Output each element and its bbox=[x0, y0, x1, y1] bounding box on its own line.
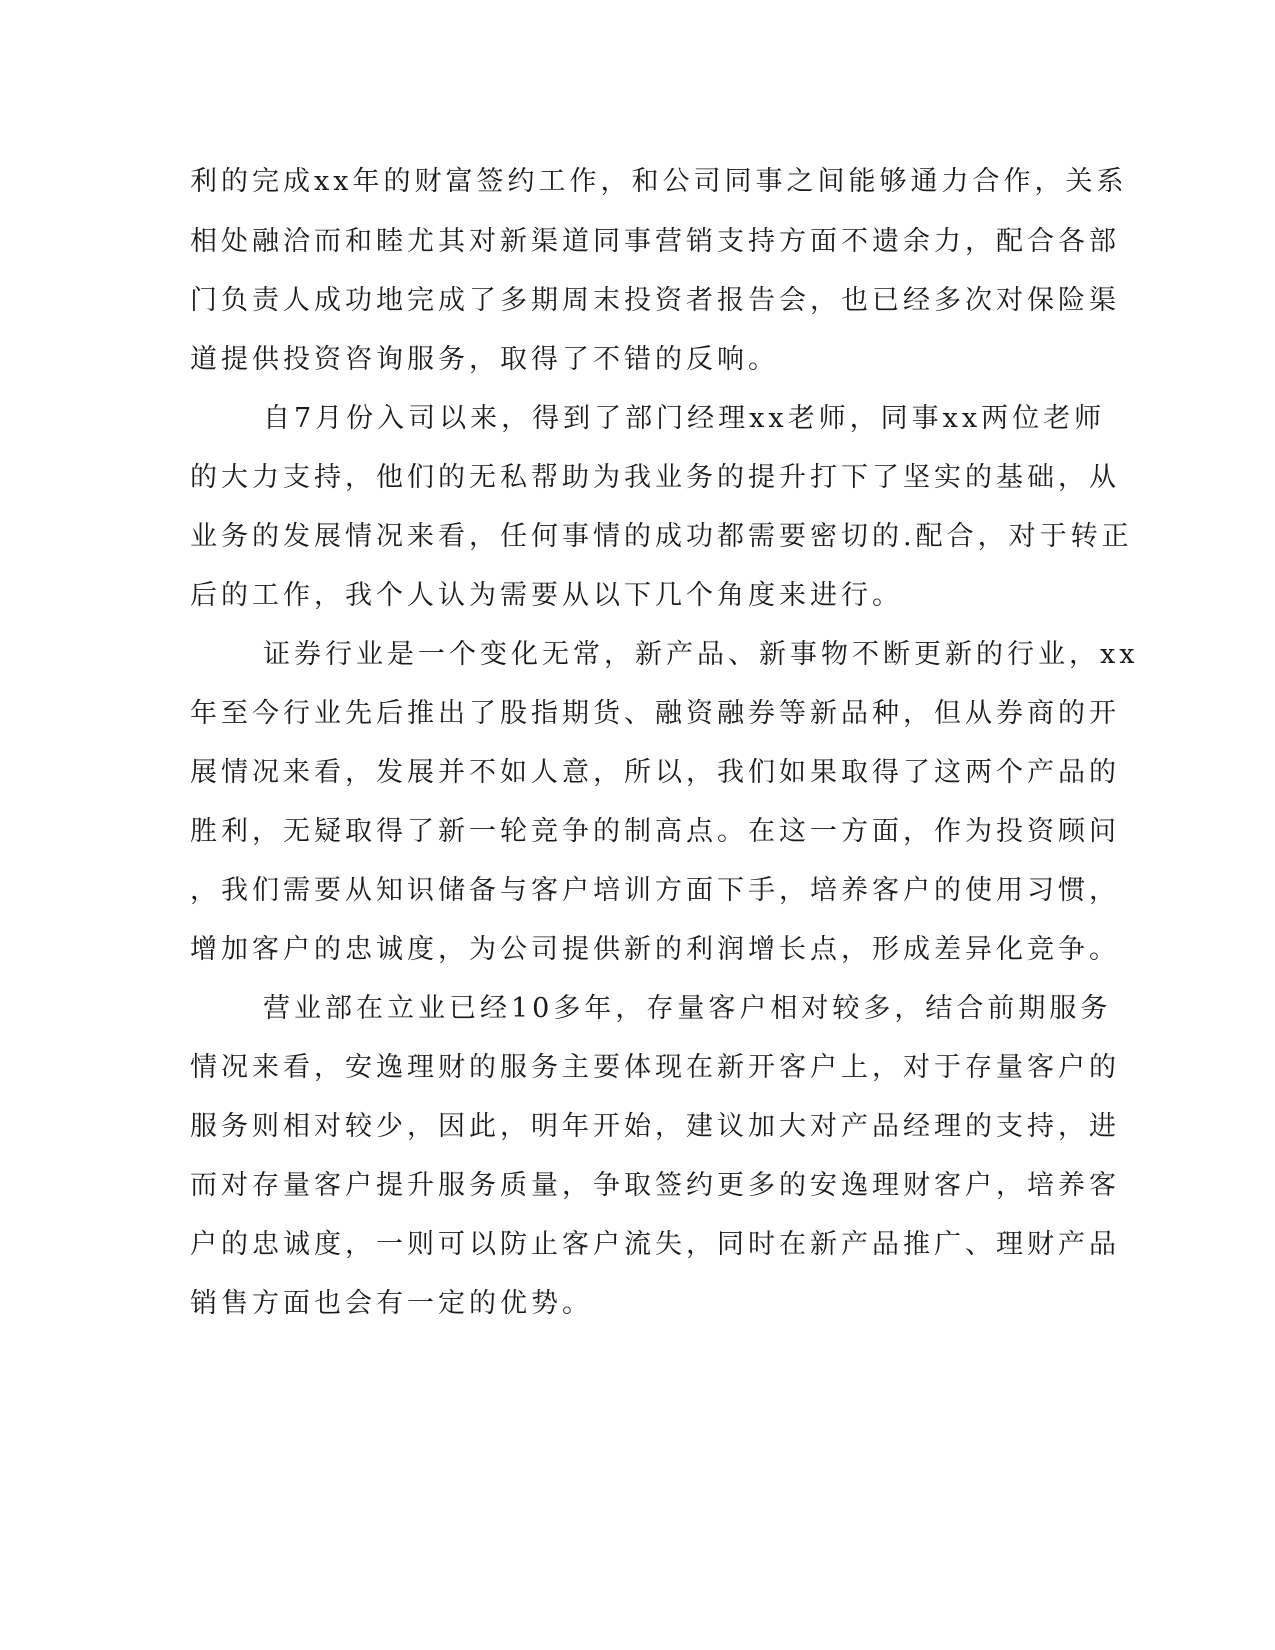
paragraph-2-line-2: 的大力支持，他们的无私帮助为我业务的提升打下了坚实的基础，从 bbox=[190, 462, 1120, 493]
paragraph-4-line-1: 营业部在立业已经10多年，存量客户相对较多，结合前期服务 bbox=[263, 993, 1112, 1024]
paragraph-2-line-3: 业务的发展情况来看，任何事情的成功都需要密切的.配合，对于转正 bbox=[190, 521, 1133, 552]
paragraph-1-line-3: 门负责人成功地完成了多期周末投资者报告会，也已经多次对保险渠 bbox=[190, 285, 1120, 316]
paragraph-1-line-2: 相处融洽而和睦尤其对新渠道同事营销支持方面不遗余力，配合各部 bbox=[190, 226, 1120, 257]
paragraph-4-line-3: 服务则相对较少，因此，明年开始，建议加大对产品经理的支持，进 bbox=[190, 1111, 1120, 1142]
paragraph-3-line-2: 年至今行业先后推出了股指期货、融资融券等新品种，但从券商的开 bbox=[190, 698, 1120, 729]
paragraph-3-line-1: 证券行业是一个变化无常，新产品、新事物不断更新的行业，xx bbox=[263, 639, 1139, 670]
paragraph-3-line-4: 胜利，无疑取得了新一轮竞争的制高点。在这一方面，作为投资顾问 bbox=[190, 816, 1120, 847]
paragraph-4-line-5: 户的忠诚度，一则可以防止客户流失，同时在新产品推广、理财产品 bbox=[190, 1229, 1120, 1260]
paragraph-4-line-6: 销售方面也会有一定的优势。 bbox=[190, 1288, 593, 1319]
paragraph-3-line-6: 增加客户的忠诚度，为公司提供新的利润增长点，形成差异化竞争。 bbox=[190, 934, 1120, 965]
paragraph-2-line-4: 后的工作，我个人认为需要从以下几个角度来进行。 bbox=[190, 580, 903, 611]
paragraph-4-line-2: 情况来看，安逸理财的服务主要体现在新开客户上，对于存量客户的 bbox=[190, 1052, 1120, 1083]
paragraph-1-line-4: 道提供投资咨询服务，取得了不错的反响。 bbox=[190, 344, 779, 375]
paragraph-4-line-4: 而对存量客户提升服务质量，争取签约更多的安逸理财客户，培养客 bbox=[190, 1170, 1120, 1201]
paragraph-3-line-3: 展情况来看，发展并不如人意，所以，我们如果取得了这两个产品的 bbox=[190, 757, 1120, 788]
paragraph-2-line-1: 自7月份入司以来，得到了部门经理xx老师，同事xx两位老师 bbox=[263, 403, 1106, 434]
paragraph-3-line-5: ，我们需要从知识储备与客户培训方面下手，培养客户的使用习惯， bbox=[190, 875, 1120, 906]
paragraph-1-line-1: 利的完成xx年的财富签约工作，和公司同事之间能够通力合作，关系 bbox=[190, 166, 1128, 197]
